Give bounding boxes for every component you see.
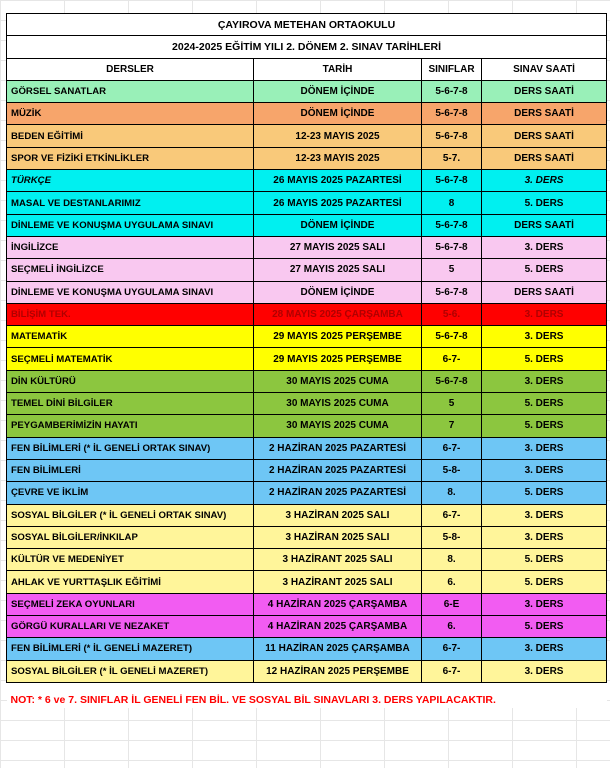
exam-period: DERS SAATİ <box>482 147 607 169</box>
lesson-name: İNGİLİZCE <box>7 236 254 258</box>
exam-period: 3. DERS <box>482 326 607 348</box>
grade-levels: 6-7- <box>422 504 482 526</box>
lesson-name: FEN BİLİMLERİ (* İL GENELİ MAZERET) <box>7 638 254 660</box>
lesson-name: ÇEVRE VE İKLİM <box>7 482 254 504</box>
exam-period: 5. DERS <box>482 259 607 281</box>
lesson-name: SEÇMELİ MATEMATİK <box>7 348 254 370</box>
lesson-name: PEYGAMBERİMİZİN HAYATI <box>7 415 254 437</box>
lesson-name: FEN BİLİMLERİ <box>7 459 254 481</box>
grade-levels: 6-7- <box>422 660 482 682</box>
lesson-name: TEMEL DİNİ BİLGİLER <box>7 393 254 415</box>
lesson-name: MASAL VE DESTANLARIMIZ <box>7 192 254 214</box>
grade-levels: 5-6-7-8 <box>422 125 482 147</box>
exam-period: 3. DERS <box>482 526 607 548</box>
grade-levels: 5-6-7-8 <box>422 103 482 125</box>
lesson-name: BİLİŞİM TEK. <box>7 303 254 325</box>
table-row <box>7 259 607 281</box>
table-row <box>7 459 607 481</box>
exam-period: 3. DERS <box>482 170 607 192</box>
exam-date: DÖNEM İÇİNDE <box>254 80 422 102</box>
grade-levels: 6-7- <box>422 638 482 660</box>
exam-period: 3. DERS <box>482 504 607 526</box>
lesson-name: SOSYAL BİLGİLER (* İL GENELİ ORTAK SINAV) <box>7 504 254 526</box>
grade-levels: 5-6-7-8 <box>422 281 482 303</box>
exam-period: 3. DERS <box>482 303 607 325</box>
table-row <box>7 437 607 459</box>
lesson-name: SEÇMELİ İNGİLİZCE <box>7 259 254 281</box>
lesson-name: GÖRGÜ KURALLARI VE NEZAKET <box>7 616 254 638</box>
table-row <box>7 348 607 370</box>
table-row <box>7 393 607 415</box>
exam-period: 3. DERS <box>482 370 607 392</box>
grade-levels: 5-6-7-8 <box>422 236 482 258</box>
exam-date: 3 HAZİRAN 2025 SALI <box>254 526 422 548</box>
lesson-name: BEDEN EĞİTİMİ <box>7 125 254 147</box>
exam-date: 2 HAZİRAN 2025 PAZARTESİ <box>254 459 422 481</box>
table-row <box>7 482 607 504</box>
table-row <box>7 303 607 325</box>
exam-period: 3. DERS <box>482 459 607 481</box>
exam-date: 30 MAYIS 2025 CUMA <box>254 415 422 437</box>
exam-date: DÖNEM İÇİNDE <box>254 214 422 236</box>
grade-levels: 5 <box>422 259 482 281</box>
exam-period: 3. DERS <box>482 660 607 682</box>
lesson-name: DİN KÜLTÜRÜ <box>7 370 254 392</box>
header-siniflar: SINIFLAR <box>422 58 482 80</box>
table-row <box>7 236 607 258</box>
lesson-name: AHLAK VE YURTTAŞLIK EĞİTİMİ <box>7 571 254 593</box>
exam-period: 5. DERS <box>482 571 607 593</box>
exam-date: 27 MAYIS 2025 SALI <box>254 259 422 281</box>
grade-levels: 6. <box>422 616 482 638</box>
grade-levels: 5-6-7-8 <box>422 370 482 392</box>
exam-date: 2 HAZİRAN 2025 PAZARTESİ <box>254 437 422 459</box>
exam-period: DERS SAATİ <box>482 125 607 147</box>
exam-period: 5. DERS <box>482 393 607 415</box>
grade-levels: 5 <box>422 393 482 415</box>
grade-levels: 5-8- <box>422 459 482 481</box>
table-row <box>7 192 607 214</box>
grade-levels: 6-E <box>422 593 482 615</box>
exam-period: DERS SAATİ <box>482 103 607 125</box>
table-row <box>7 80 607 102</box>
table-row <box>7 326 607 348</box>
exam-date: 26 MAYIS 2025 PAZARTESİ <box>254 170 422 192</box>
exam-date: 28 MAYIS 2025 ÇARŞAMBA <box>254 303 422 325</box>
exam-period: 5. DERS <box>482 549 607 571</box>
header-sinav-saati: SINAV SAATİ <box>482 58 607 80</box>
grade-levels: 6-7- <box>422 437 482 459</box>
lesson-name: GÖRSEL SANATLAR <box>7 80 254 102</box>
lesson-name: SOSYAL BİLGİLER (* İL GENELİ MAZERET) <box>7 660 254 682</box>
lesson-name: DİNLEME VE KONUŞMA UYGULAMA SINAVI <box>7 281 254 303</box>
grade-levels: 5-6. <box>422 303 482 325</box>
table-row <box>7 125 607 147</box>
table-row <box>7 170 607 192</box>
exam-period: DERS SAATİ <box>482 80 607 102</box>
lesson-name: FEN BİLİMLERİ (* İL GENELİ ORTAK SINAV) <box>7 437 254 459</box>
school-title: ÇAYIROVA METEHAN ORTAOKULU <box>7 14 607 36</box>
exam-date: 12 HAZİRAN 2025 PERŞEMBE <box>254 660 422 682</box>
exam-date: DÖNEM İÇİNDE <box>254 281 422 303</box>
lesson-name: TÜRKÇE <box>7 170 254 192</box>
table-row <box>7 504 607 526</box>
grade-levels: 6-7- <box>422 348 482 370</box>
grade-levels: 6. <box>422 571 482 593</box>
table-row <box>7 526 607 548</box>
exam-date: 26 MAYIS 2025 PAZARTESİ <box>254 192 422 214</box>
exam-period: DERS SAATİ <box>482 214 607 236</box>
exam-date: 30 MAYIS 2025 CUMA <box>254 370 422 392</box>
table-row <box>7 281 607 303</box>
table-row <box>7 638 607 660</box>
exam-date: 12-23 MAYIS 2025 <box>254 147 422 169</box>
lesson-name: DİNLEME VE KONUŞMA UYGULAMA SINAVI <box>7 214 254 236</box>
exam-period: 5. DERS <box>482 482 607 504</box>
exam-schedule-table <box>6 13 607 708</box>
exam-period: DERS SAATİ <box>482 281 607 303</box>
exam-date: 30 MAYIS 2025 CUMA <box>254 393 422 415</box>
exam-date: 3 HAZİRANT 2025 SALI <box>254 571 422 593</box>
grade-levels: 7 <box>422 415 482 437</box>
exam-date: 3 HAZİRANT 2025 SALI <box>254 549 422 571</box>
table-row <box>7 660 607 682</box>
exam-period: 3. DERS <box>482 437 607 459</box>
table-row <box>7 103 607 125</box>
exam-period: 5. DERS <box>482 192 607 214</box>
lesson-name: MÜZİK <box>7 103 254 125</box>
table-row <box>7 370 607 392</box>
grade-levels: 8. <box>422 482 482 504</box>
table-row <box>7 616 607 638</box>
table-row <box>7 214 607 236</box>
lesson-name: SEÇMELİ ZEKA OYUNLARI <box>7 593 254 615</box>
exam-period: 3. DERS <box>482 593 607 615</box>
grade-levels: 5-6-7-8 <box>422 326 482 348</box>
exam-period: 3. DERS <box>482 638 607 660</box>
exam-period: 5. DERS <box>482 348 607 370</box>
grade-levels: 5-6-7-8 <box>422 80 482 102</box>
grade-levels: 5-7. <box>422 147 482 169</box>
lesson-name: KÜLTÜR VE MEDENİYET <box>7 549 254 571</box>
schedule-subtitle: 2024-2025 EĞİTİM YILI 2. DÖNEM 2. SINAV TARİHLERİ <box>7 36 607 58</box>
table-row <box>7 571 607 593</box>
footnote: NOT: * 6 ve 7. SINIFLAR İL GENELİ FEN BİL. VE SOSYAL BİL SINAVLARI 3. DERS YAPILACAKTIR. <box>7 682 607 708</box>
exam-date: 27 MAYIS 2025 SALI <box>254 236 422 258</box>
header-dersler: DERSLER <box>7 58 254 80</box>
exam-date: 12-23 MAYIS 2025 <box>254 125 422 147</box>
header-tarih: TARİH <box>254 58 422 80</box>
grade-levels: 8. <box>422 549 482 571</box>
table-row <box>7 549 607 571</box>
exam-date: 3 HAZİRAN 2025 SALI <box>254 504 422 526</box>
table-row <box>7 147 607 169</box>
exam-date: 29 MAYIS 2025 PERŞEMBE <box>254 348 422 370</box>
table-row <box>7 593 607 615</box>
exam-date: 11 HAZİRAN 2025 ÇARŞAMBA <box>254 638 422 660</box>
lesson-name: MATEMATİK <box>7 326 254 348</box>
exam-period: 5. DERS <box>482 616 607 638</box>
grade-levels: 5-6-7-8 <box>422 214 482 236</box>
exam-date: DÖNEM İÇİNDE <box>254 103 422 125</box>
exam-date: 29 MAYIS 2025 PERŞEMBE <box>254 326 422 348</box>
grade-levels: 5-6-7-8 <box>422 170 482 192</box>
exam-date: 4 HAZİRAN 2025 ÇARŞAMBA <box>254 593 422 615</box>
grade-levels: 5-8- <box>422 526 482 548</box>
exam-date: 4 HAZİRAN 2025 ÇARŞAMBA <box>254 616 422 638</box>
exam-date: 2 HAZİRAN 2025 PAZARTESİ <box>254 482 422 504</box>
table-row <box>7 415 607 437</box>
lesson-name: SOSYAL BİLGİLER/İNKILAP <box>7 526 254 548</box>
exam-period: 3. DERS <box>482 236 607 258</box>
grade-levels: 8 <box>422 192 482 214</box>
exam-period: 5. DERS <box>482 415 607 437</box>
lesson-name: SPOR VE FİZİKİ ETKİNLİKLER <box>7 147 254 169</box>
